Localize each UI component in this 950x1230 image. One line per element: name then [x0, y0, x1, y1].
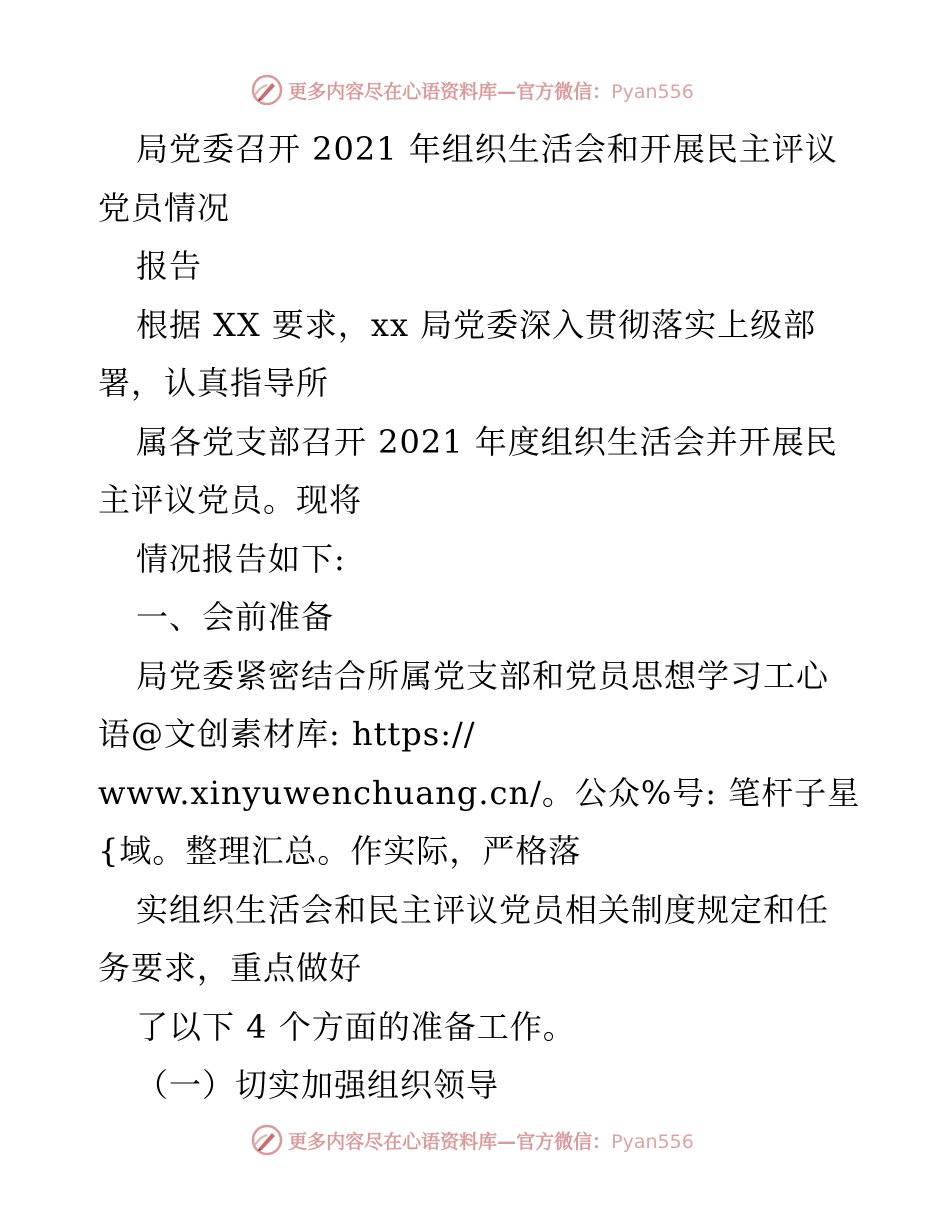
document-body	[98, 120, 861, 1115]
text-line: 局党委召开 2021 年组织生活会和开展民主评议	[136, 130, 838, 168]
text-line: 根据 XX 要求，xx 局党委深入贯彻落实上级部	[136, 305, 817, 344]
text-line: 署，认真指导所	[98, 364, 330, 402]
text-line: 党员情况	[98, 188, 231, 227]
text-line: 局党委紧密结合所属党支部和党员思想学习工心	[136, 656, 830, 695]
text-line: 报告	[136, 247, 203, 285]
banner-text: 更多内容尽在心语资料库—官方微信：	[288, 80, 612, 103]
banner-wechat-id: Pyan556	[611, 1130, 694, 1153]
text-line: 属各党支部召开 2021 年度组织生活会并开展民	[136, 422, 838, 461]
text-line: www.xinyuwenchuang.cn/。公众%号: 笔杆子星	[98, 773, 861, 812]
text-line: 实组织生活会和民主评议党员相关制度规定和任	[136, 890, 830, 929]
text-line: 了以下 4 个方面的准备工作。	[136, 1007, 576, 1046]
text-line: （一）切实加强组织领导	[136, 1066, 500, 1104]
text-line: 语@文创素材库: https://	[98, 715, 476, 753]
banner-text: 更多内容尽在心语资料库—官方微信：	[288, 1130, 612, 1153]
text-line: {域。整理汇总。作实际，严格落	[98, 832, 582, 870]
text-line: 主评议党员。现将	[98, 481, 363, 519]
pen-logo-icon	[250, 73, 284, 107]
banner-wechat-id: Pyan556	[611, 80, 694, 103]
pen-logo-icon	[250, 1123, 284, 1157]
header-watermark-banner	[0, 70, 950, 110]
footer-watermark-banner	[0, 1120, 950, 1160]
text-line: 一、会前准备	[136, 598, 335, 636]
text-line: 情况报告如下:	[136, 539, 346, 578]
text-line: 务要求，重点做好	[98, 949, 363, 987]
